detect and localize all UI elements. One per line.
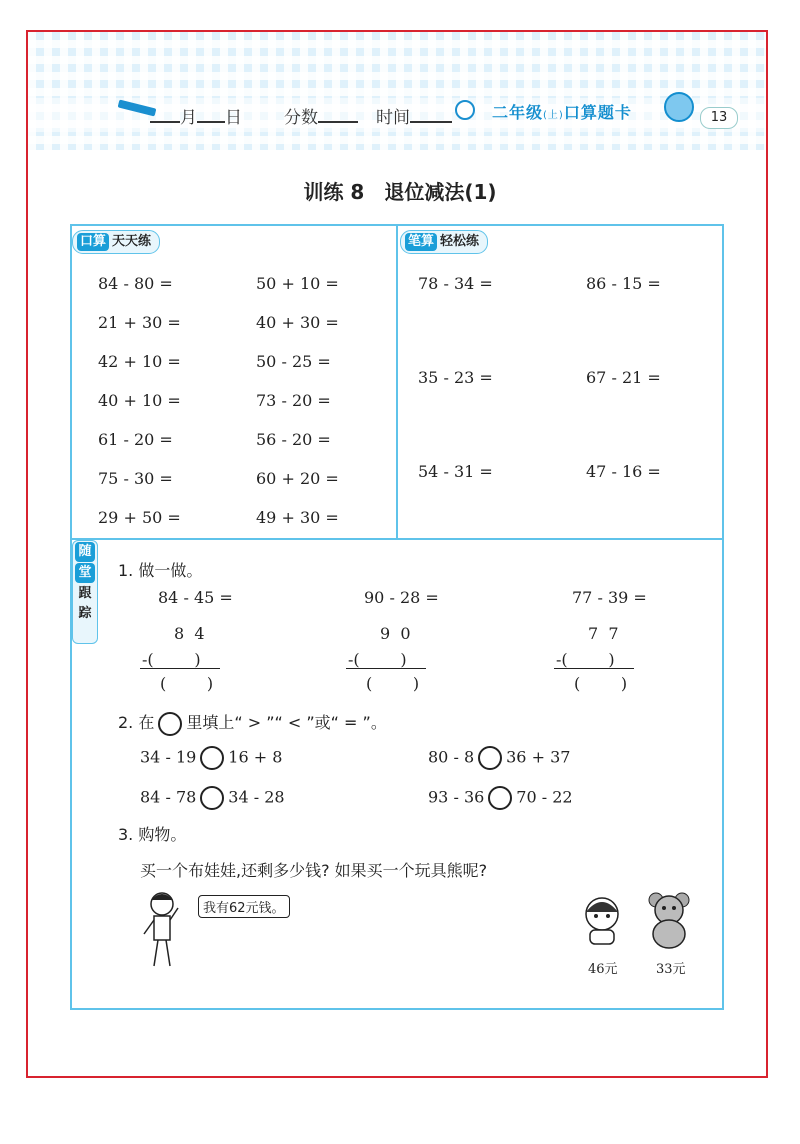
girl-illustration (138, 888, 198, 972)
q1-equation: 77 - 39 = (572, 588, 647, 607)
header-pattern (28, 32, 766, 150)
clock-icon (455, 100, 475, 120)
q1-vertical-line (554, 668, 634, 669)
q1-equation: 90 - 28 = (364, 588, 439, 607)
written-equation: 78 - 34 = (418, 274, 493, 293)
teddy-bear-illustration (642, 890, 698, 952)
comparison-item (428, 746, 570, 770)
q1-vertical-middle: -( ) (142, 650, 201, 669)
q1-vertical-top: 7 7 (588, 624, 619, 643)
doll-price: 46元 (588, 962, 618, 977)
oral-equation: 61 - 20 = (98, 430, 173, 449)
compare-circle-input[interactable] (200, 746, 224, 770)
oral-equation: 49 + 30 = (256, 508, 339, 527)
comparison-item (428, 786, 573, 810)
compare-circle-icon (158, 712, 182, 736)
comparison-right: 34 - 28 (228, 787, 285, 807)
oral-equation: 29 + 50 = (98, 508, 181, 527)
compare-circle-input[interactable] (200, 786, 224, 810)
written-equation: 86 - 15 = (586, 274, 661, 293)
written-equation: 54 - 31 = (418, 462, 493, 481)
oral-equation: 56 - 20 = (256, 430, 331, 449)
written-equation: 35 - 23 = (418, 368, 493, 387)
oral-equation: 50 - 25 = (256, 352, 331, 371)
q1-vertical-middle: -( ) (556, 650, 615, 669)
q1-vertical-bottom: ( ) (160, 674, 214, 693)
question-2-label: 2. 在 里填上“ > ”“ < ”或“ = ”。 (118, 710, 387, 736)
q1-vertical-bottom: ( ) (366, 674, 420, 693)
written-equation: 67 - 21 = (586, 368, 661, 387)
score-line: 分数 (284, 103, 358, 128)
q1-vertical-middle: -( ) (348, 650, 407, 669)
q1-vertical-top: 8 4 (174, 624, 205, 643)
oral-practice-tag: 口算 天天练 (72, 230, 160, 254)
doll-illustration (578, 892, 628, 952)
bear-price: 33元 (656, 962, 686, 977)
q1-vertical-top: 9 0 (380, 624, 411, 643)
oral-equation: 84 - 80 = (98, 274, 173, 293)
oral-equation: 50 + 10 = (256, 274, 339, 293)
oral-equation: 42 + 10 = (98, 352, 181, 371)
q1-vertical-line (346, 668, 426, 669)
oral-equation: 40 + 10 = (98, 391, 181, 410)
oral-equation: 21 + 30 = (98, 313, 181, 332)
question-1-label: 1. 做一做。 (118, 561, 203, 580)
shopping-question: 买一个布娃娃,还剩多少钱? 如果买一个玩具熊呢? (140, 861, 488, 880)
written-practice-tag: 笔算 轻松练 (400, 230, 488, 254)
kid-mascot-icon (664, 92, 694, 122)
comparison-right: 70 - 22 (516, 787, 573, 807)
comparison-left: 80 - 8 (428, 747, 475, 767)
comparison-left: 34 - 19 (140, 747, 197, 767)
section-divider-vertical (396, 224, 398, 540)
page-number: 13 (700, 107, 738, 129)
class-practice-tag: 随 堂 跟 踪 (72, 540, 98, 644)
comparison-right: 36 + 37 (506, 747, 571, 767)
date-line: 月 日 (150, 103, 242, 128)
oral-equation: 40 + 30 = (256, 313, 339, 332)
time-line: 时间 (376, 103, 452, 128)
q1-vertical-bottom: ( ) (574, 674, 628, 693)
compare-circle-input[interactable] (478, 746, 502, 770)
oral-equation: 60 + 20 = (256, 469, 339, 488)
written-equation: 47 - 16 = (586, 462, 661, 481)
comparison-right: 16 + 8 (228, 747, 283, 767)
comparison-left: 93 - 36 (428, 787, 485, 807)
comparison-item (140, 786, 285, 810)
comparison-item (140, 746, 282, 770)
compare-circle-input[interactable] (488, 786, 512, 810)
question-3-label: 3. 购物。 (118, 825, 187, 844)
brand-logo: 二年级(上)口算题卡 (492, 103, 632, 122)
oral-equation: 75 - 30 = (98, 469, 173, 488)
section-divider-horizontal (70, 538, 724, 540)
speech-bubble: 我有62元钱。 (198, 895, 290, 918)
q1-vertical-line (140, 668, 220, 669)
comparison-left: 84 - 78 (140, 787, 197, 807)
oral-equation: 73 - 20 = (256, 391, 331, 410)
page-title: 训练 8 退位减法(1) (303, 180, 497, 204)
q1-equation: 84 - 45 = (158, 588, 233, 607)
